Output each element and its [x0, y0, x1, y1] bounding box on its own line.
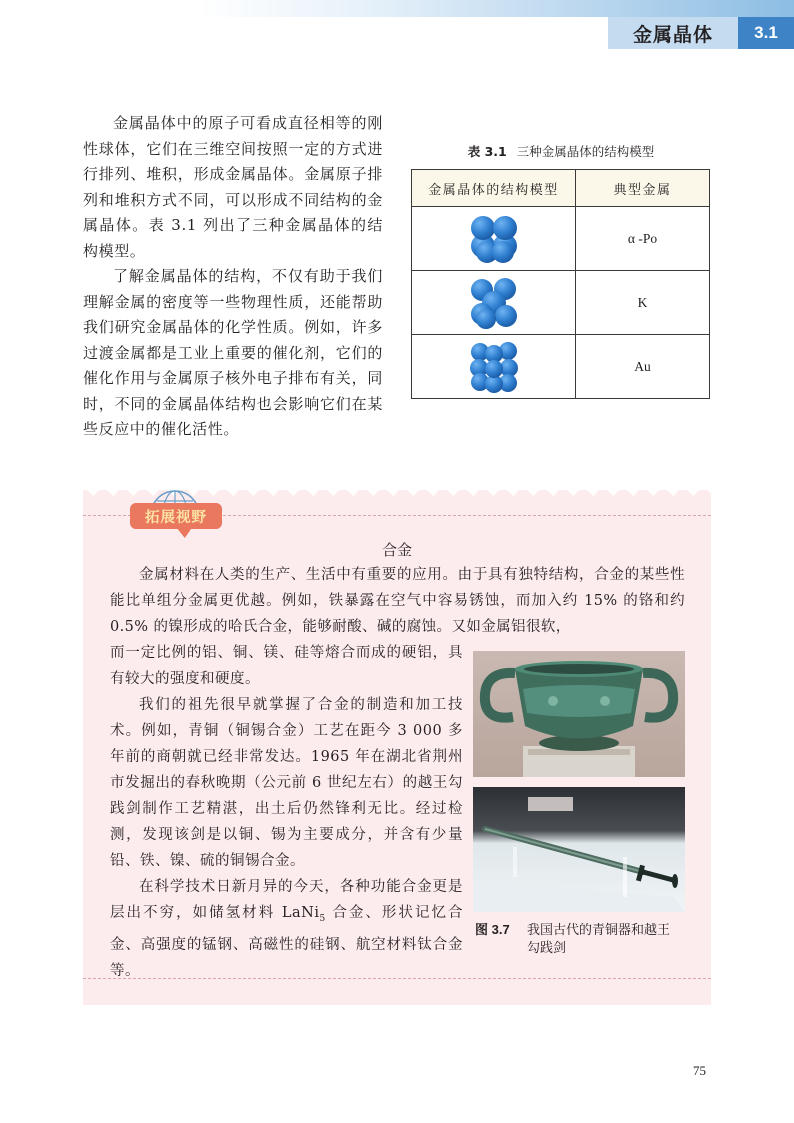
table-caption	[412, 142, 710, 160]
paragraph-2: 了解金属晶体的结构，不仅有助于我们理解金属的密度等一些物理性质，还能帮助我们研究金属晶体的化学性质。例如，许多过渡金属都是工业上重要的催化剂，它们的催化作用与金属原子核外电子排布有关，同时，不同的金属晶体结构也会影响它们在某些反应中的催化活性。	[83, 267, 383, 438]
chapter-title: 金属晶体	[608, 17, 738, 49]
paragraph-bronze: 我们的祖先很早就掌握了合金的制造和加工技术。例如，青铜（铜锡合金）工艺在距今 3 000 多年前的商朝就已经非常发达。1965 年在湖北省荆州市发掘出的春秋晚期（公元前 6 世纪左右）的越王勾践剑制作工艺精湛，出土后仍然锋利无比。经过检测，发现该剑是以铜、锡为主要成分，并含有少量铅、铁、镍、硫的铜锡合金。	[110, 697, 463, 869]
header-gradient-bar	[0, 0, 794, 17]
bronze-vessel-photo	[473, 651, 685, 777]
table-title: 三种金属晶体的结构模型	[516, 144, 655, 159]
figure-caption-line2: 勾践剑	[527, 941, 567, 956]
body-centered-cubic-model-image	[412, 271, 576, 335]
figure-caption	[475, 921, 690, 958]
bottom-dashed-divider	[83, 978, 711, 979]
table-row	[412, 207, 710, 271]
simple-cubic-model-image	[412, 207, 576, 271]
paragraph-functional-alloys	[110, 874, 463, 984]
table-header-metal: 典型金属	[576, 170, 710, 207]
figure-caption-line1: 我国古代的青铜器和越王	[527, 923, 671, 938]
lani5-subscript: 5	[319, 913, 326, 924]
intro-text: 金属材料在人类的生产、生活中有重要的应用。由于具有独特结构，合金的某些性能比单组分金属更优越。例如，铁暴露在空气中容易锈蚀，而加入约 15% 的铬和约 0.5% 的镍形成的哈氏合金，能够耐酸、碱的腐蚀。又如金属铝很软，	[110, 567, 685, 635]
box-title: 合金	[381, 541, 412, 559]
box-text-column	[110, 640, 463, 984]
paragraph-1: 金属晶体中的原子可看成直径相等的刚性球体，它们在三维空间按照一定的方式进行排列、堆积，形成金属晶体。金属原子排列和堆积方式不同，可以形成不同结构的金属晶体。表 3.1 列出了三种金属晶体的结构模型。	[83, 114, 383, 260]
main-text	[83, 111, 383, 443]
table-number: 表 3.1	[467, 144, 507, 159]
table-header-model: 金属晶体的结构模型	[412, 170, 576, 207]
alloys-text-part2: 合金、形状记忆合金、高强度的锰钢、高磁性的硅钢、航空材料钛合金等。	[110, 905, 463, 979]
figure-number: 图 3.7	[475, 922, 510, 937]
goujian-sword-photo	[473, 787, 685, 912]
extended-reading-box	[83, 502, 711, 1005]
typical-metal: K	[576, 271, 710, 335]
page-number: 75	[693, 1063, 706, 1078]
crystal-structure-table	[411, 169, 710, 399]
table-row	[412, 271, 710, 335]
table-row	[412, 335, 710, 399]
alloys-text-part1: 在科学技术日新月异的今天，各种功能合金更是层出不穷，如储氢材料 LaNi	[110, 879, 463, 921]
intro-continued: 而一定比例的铝、铜、镁、硅等熔合而成的硬铝，具有较大的强度和硬度。	[110, 645, 463, 687]
face-centered-cubic-model-image	[412, 335, 576, 399]
typical-metal: α -Po	[576, 207, 710, 271]
chapter-number: 3.1	[738, 17, 794, 49]
typical-metal: Au	[576, 335, 710, 399]
extended-reading-badge: 拓展视野	[130, 503, 222, 529]
box-intro-paragraph	[110, 562, 685, 640]
